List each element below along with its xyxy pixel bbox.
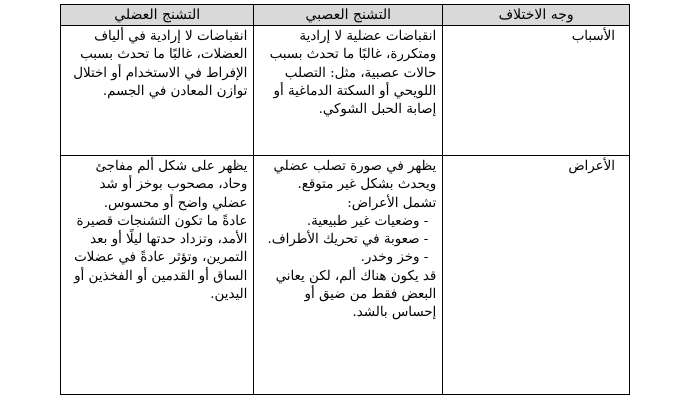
symptom-list-item: - صعوبة في تحريك الأطراف. bbox=[267, 232, 429, 248]
nervous-symptoms-list-title: تشمل الأعراض: bbox=[347, 195, 437, 211]
cell-muscle-symptoms bbox=[61, 156, 254, 395]
header-aspect: وجه الاختلاف bbox=[443, 5, 630, 26]
cell-nervous-symptoms bbox=[254, 156, 443, 395]
cell-aspect-symptoms: الأعراض bbox=[443, 156, 630, 395]
table-row-symptoms bbox=[61, 156, 630, 395]
cell-nervous-causes: انقباضات عضلية لا إرادية ومتكررة، غالبًا ما تحدث بسبب حالات عصبية، مثل: التصلب اللويحي أو السكتة الدماغية أو إصابة الحبل الشوكي. bbox=[254, 26, 443, 156]
comparison-table bbox=[60, 4, 630, 395]
symptom-list-item: - وخز وخدر. bbox=[360, 250, 429, 266]
header-nervous-spasm: التشنج العصبي bbox=[254, 5, 443, 26]
symptom-list-item: - وضعيات غير طبيعية. bbox=[306, 213, 429, 229]
table-row-causes bbox=[61, 26, 630, 156]
muscle-symptoms-paragraph-1: يظهر على شكل ألم مفاجئ وحاد، مصحوب بوخز أو شد عضلي واضح أو محسوس. bbox=[95, 159, 248, 211]
cell-muscle-causes: انقباضات لا إرادية في ألياف العضلات، غالبًا ما تحدث بسبب الإفراط في الاستخدام أو اختلال توازن المعادن في الجسم. bbox=[61, 26, 254, 156]
cell-aspect-causes: الأسباب bbox=[443, 26, 630, 156]
header-row bbox=[61, 5, 630, 26]
muscle-symptoms-paragraph-2: عادةً ما تكون التشنجات قصيرة الأمد، وتزداد حدتها ليلًا أو بعد التمرين، وتؤثر عادةً في عضلات الساق أو القدمين أو الفخذين أو اليدين. bbox=[74, 213, 248, 303]
nervous-symptoms-outro: قد يكون هناك ألم، لكن يعاني البعض فقط من ضيق أو إحساس بالشد. bbox=[275, 268, 437, 321]
nervous-symptoms-intro: يظهر في صورة تصلب عضلي ويحدث بشكل غير متوقع. bbox=[273, 159, 437, 193]
header-muscle-spasm: التشنج العضلي bbox=[61, 5, 254, 26]
